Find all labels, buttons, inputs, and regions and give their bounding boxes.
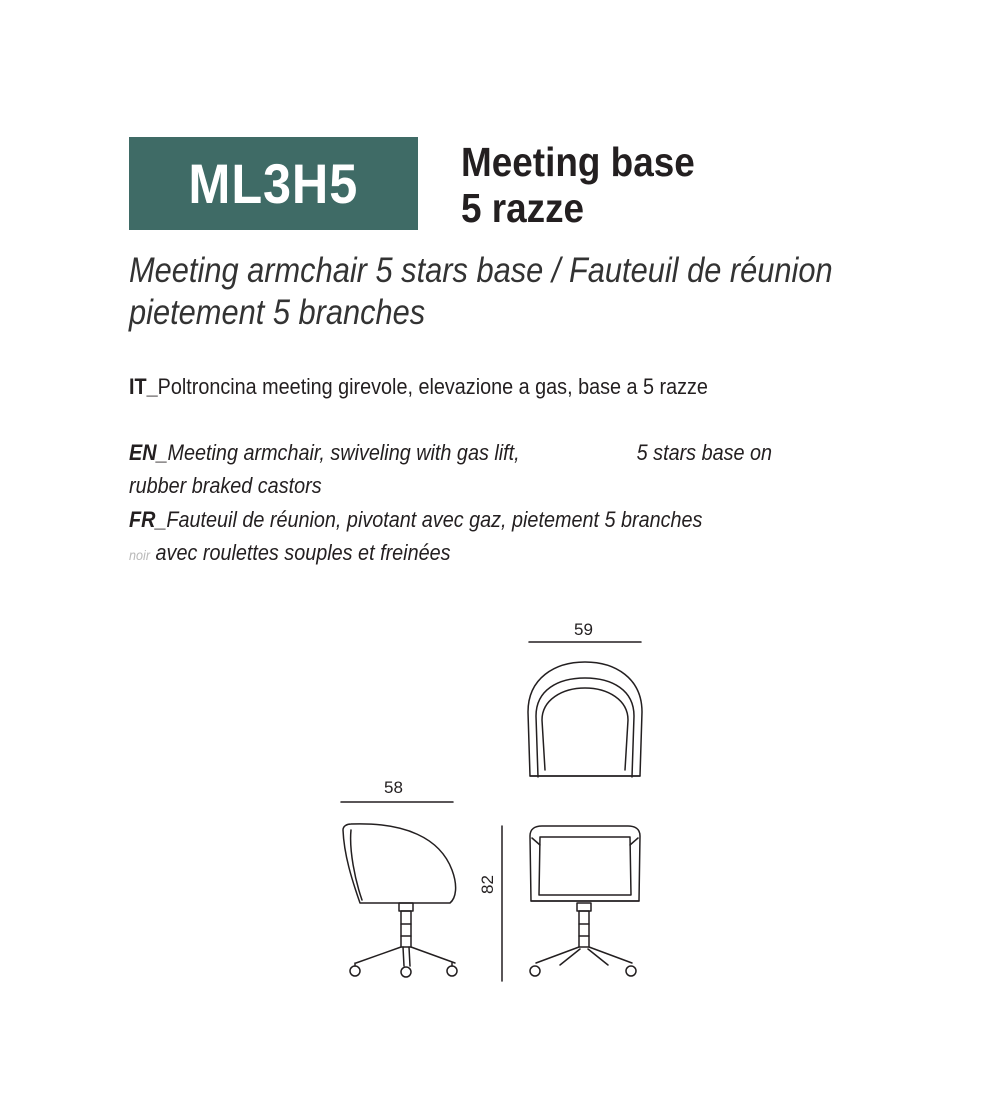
lang-tag-it: IT_ [129,374,158,399]
title-line-1: Meeting base [461,139,695,185]
product-subtitle: Meeting armchair 5 stars base / Fauteuil de réunion pietement 5 branches [129,251,833,332]
lang-tag-fr: FR_ [129,507,167,532]
description-en-text-b: 5 stars base on [636,440,773,465]
product-code: ML3H5 [188,152,359,215]
description-fr-text-b: avec roulettes souples et freinées [155,540,451,565]
title-line-2: 5 razze [461,185,585,231]
dimension-top-width: 59 [574,620,593,639]
chair-top-view [528,662,642,777]
description-en-text-a: Meeting armchair, swiveling with gas lift, [167,440,520,465]
description-en-text-c: rubber braked castors [129,473,322,498]
description-it-text: Poltroncina meeting girevole, elevazione a gas, base a 5 razze [157,374,708,399]
chair-side-view [343,824,457,977]
description-fr-text-a: Fauteuil de réunion, pivotant avec gaz, pietement 5 branches [166,507,703,532]
description-fr-faded: noir [129,547,151,563]
dimension-side-depth: 58 [384,778,403,797]
chair-front-view [530,826,640,976]
lang-tag-en: EN_ [129,440,168,465]
dimension-height: 82 [478,875,497,894]
